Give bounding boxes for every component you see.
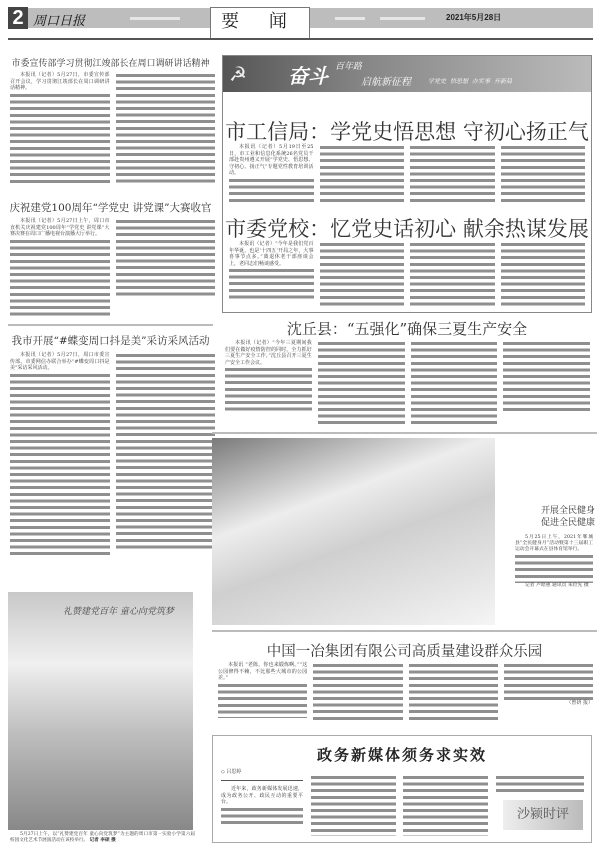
paper-name: 周口日报 — [33, 14, 86, 29]
column-text — [496, 774, 584, 794]
headline-party-school: 市委党校：忆党史话初心 献余热谋发展 — [225, 217, 589, 241]
issue-date: 2021年5月28日 — [446, 13, 502, 22]
editor-credit — [130, 17, 180, 20]
article-text: 本报讯 “老陈，你也来锻炼啊。”“这公园修得不赖，不比那些大城市的公园差。” — [218, 662, 308, 682]
fitness-event-photo — [212, 438, 495, 625]
page-number: 2 — [8, 7, 28, 29]
author: ◇ 吕思婷 — [221, 769, 242, 775]
column-text — [311, 774, 396, 836]
tag: 办实事 — [472, 78, 491, 85]
headline-mcc: 中国一冶集团有限公司高质量建设群众乐园 — [266, 644, 543, 660]
section-title: 要 闻 — [210, 7, 310, 38]
article-party-school — [229, 241, 585, 307]
banner-tags — [428, 76, 512, 85]
photo-credit: 记者 卢昭惠 通讯员 朱俭先 摄 — [525, 583, 589, 588]
column-text — [403, 774, 488, 836]
byline: （曾妍 报） — [566, 700, 593, 706]
photo-caption — [10, 832, 195, 843]
article-industry-bureau — [229, 144, 585, 204]
headline-line: 促进全民健康 — [540, 518, 595, 528]
divider — [221, 780, 303, 781]
fitness-caption — [515, 535, 593, 589]
article-text: 本报讯（记者）“今年三夏期间我们要在做好疫情防控的同时，全力抓好三夏生产安全工作。”沈丘县召开三夏生产安全工作会议。 — [225, 340, 312, 366]
headline-douyin: 我市开展“#蝶变周口抖是美”采访采风活动 — [11, 335, 210, 347]
article-text: 本报讯（记者）5月27日上午，周口市直机关庆祝建党100周年“学党史 讲党课”大赛决赛在周口广播电视台演播大厅举行。 — [10, 218, 110, 238]
article-douyin — [10, 352, 215, 562]
divider — [8, 324, 213, 326]
commentary-box — [212, 735, 592, 843]
feature-banner — [223, 56, 591, 92]
article-text: 本报讯（记者）“今年是我们党百年华诞，也是‘十四五’开局之年，大事喜事节点多。”离退休老干部座谈会上，老同志们畅谈感受。 — [229, 241, 314, 267]
article-text: 近年来，政务新媒体发展迅速，成为政务公开、政民互动的重要平台。 — [221, 786, 303, 806]
article-propaganda — [10, 72, 215, 187]
headline-fitness — [505, 505, 595, 529]
caption-text: 5月27日上午，以“礼赞建党百年 童心向党筑梦”为主题的周口市第一实验小学第六届校园文化艺术节展演活动在该校举行。 — [10, 832, 195, 843]
article-mcc — [218, 662, 593, 720]
banner-line1: 百年路 — [335, 62, 363, 72]
article-text: 本报讯（记者）5月19日至25日，市工业和信息化系统26名党员干部赴贵州遵义开展“学党史、悟思想、守初心、扬正气”专题党性教育培训活动。 — [229, 144, 314, 177]
banner-line2: 启航新征程 — [361, 77, 411, 88]
tag: 开新局 — [494, 78, 513, 85]
headline-line: 开展全民健身 — [540, 506, 595, 516]
feature-box — [222, 55, 592, 313]
hammer-sickle-icon: ☭ — [229, 62, 247, 86]
banner-logo: 奋斗 — [288, 64, 328, 88]
article-text: 本报讯（记者）5月27日，周口市委宣传部、市委网信办联合举办“#蝶变周口抖是美”采访采风活动。 — [10, 352, 110, 372]
column-badge: 沙颍时评 — [503, 800, 583, 830]
divider — [212, 432, 597, 434]
header-rule — [8, 38, 593, 40]
headline-industry-bureau: 市工信局：学党史悟思想 守初心扬正气 — [225, 120, 589, 144]
article-party-lecture — [10, 218, 215, 318]
photo-credit: 记者 李硕 摄 — [89, 837, 116, 843]
caption-text: 5月25日上午，2021年郸城县“全民健身月”活动暨第十三届职工运动会开幕式在县体育馆举行。 — [515, 535, 593, 552]
divider — [212, 630, 597, 632]
school-performance-photo — [8, 592, 193, 830]
article-text: 本报讯（记者）5月27日，市委宣传部召开会议，学习贯彻江竣部长在周口调研讲话精神。 — [10, 72, 110, 92]
tag: 学党史 — [428, 78, 447, 85]
tag: 悟思想 — [450, 78, 469, 85]
email-info — [380, 17, 425, 20]
headline-propaganda: 市委宣传部学习贯彻江竣部长在周口调研讲话精神 — [11, 59, 210, 69]
headline-shenqiu: 沈丘县：“五强化”确保三夏生产安全 — [286, 320, 528, 338]
article-shenqiu — [225, 340, 590, 424]
phone-info — [335, 17, 365, 20]
photo-banner-text: 礼赞建党百年 童心向党筑梦 — [63, 607, 174, 617]
headline-party-lecture: 庆祝建党100周年“学党史 讲党课”大赛收官 — [9, 202, 212, 214]
headline-commentary: 政务新媒体须务求实效 — [316, 746, 487, 764]
